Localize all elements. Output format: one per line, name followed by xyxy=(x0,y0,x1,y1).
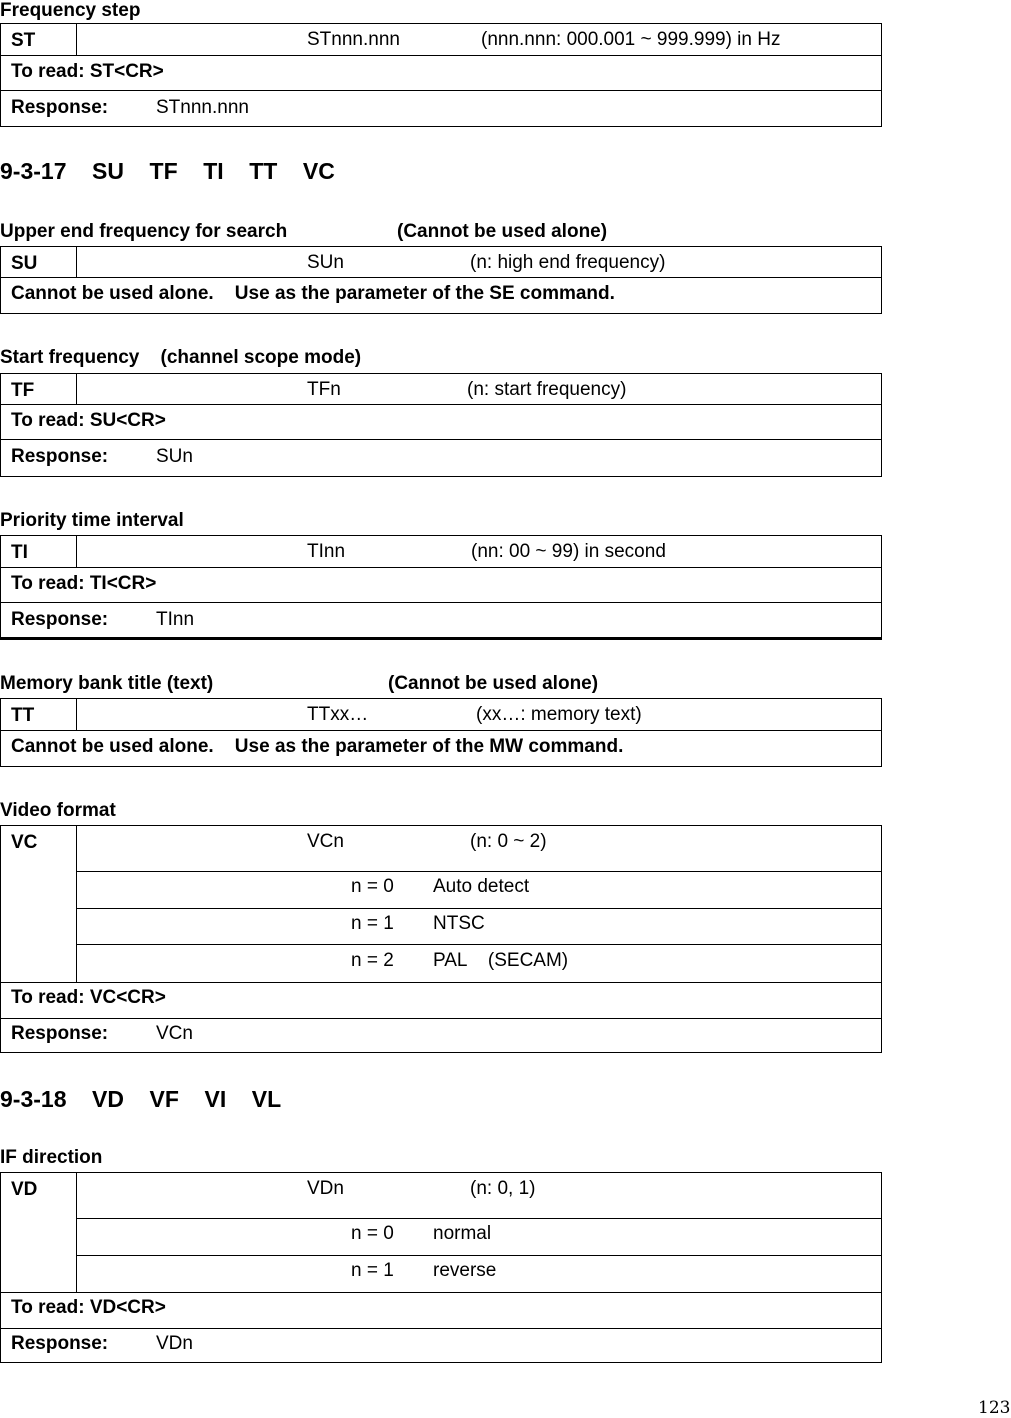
table-row xyxy=(1,24,881,56)
tf-caption: Start frequency (channel scope mode) xyxy=(0,347,362,368)
command-description: (nn: 00 ~ 99) in second xyxy=(471,541,666,562)
table-row xyxy=(1,91,881,126)
response-label: Response: xyxy=(11,1023,109,1044)
tt-note: (Cannot be used alone) xyxy=(388,673,599,694)
vd-table xyxy=(0,1172,882,1363)
usage-note: Cannot be used alone. Use as the parameter of the SE command. xyxy=(11,283,615,304)
read-command: To read: SU<CR> xyxy=(11,410,166,431)
vd-caption: IF direction xyxy=(0,1147,103,1168)
command-description: (xx…: memory text) xyxy=(476,704,642,725)
section-heading: 9-3-18 VD VF VI VL xyxy=(0,1086,282,1112)
command-code: TF xyxy=(1,374,77,404)
st-table xyxy=(0,23,882,127)
option-label: Auto detect xyxy=(433,876,530,897)
su-note: (Cannot be used alone) xyxy=(397,221,608,242)
command-format: STnnn.nnn xyxy=(307,29,400,50)
response-value: STnnn.nnn xyxy=(156,97,249,118)
response-label: Response: xyxy=(11,609,109,630)
page-number: 123 xyxy=(978,1398,1011,1418)
table-row xyxy=(1,699,881,731)
command-format: TTxx… xyxy=(307,704,369,725)
command-code: TI xyxy=(1,536,77,567)
command-description: (n: 0, 1) xyxy=(470,1178,536,1199)
command-code: VC xyxy=(1,826,77,982)
option-value: n = 0 xyxy=(351,876,394,897)
option-label: NTSC xyxy=(433,913,485,934)
vc-table xyxy=(0,825,882,1053)
table-row xyxy=(1,56,881,91)
command-description: (nnn.nnn: 000.001 ~ 999.999) in Hz xyxy=(481,29,781,50)
table-row xyxy=(1,603,881,639)
option-value: n = 1 xyxy=(351,913,394,934)
tt-table xyxy=(0,698,882,767)
option-value: n = 2 xyxy=(351,950,394,971)
response-label: Response: xyxy=(11,97,109,118)
response-value: TInn xyxy=(156,609,195,630)
su-table xyxy=(0,246,882,314)
option-label: normal xyxy=(433,1223,492,1244)
command-code: ST xyxy=(1,24,77,55)
response-label: Response: xyxy=(11,446,109,467)
su-caption: Upper end frequency for search xyxy=(0,221,288,242)
usage-note: Cannot be used alone. Use as the parameter of the MW command. xyxy=(11,736,624,757)
vc-caption: Video format xyxy=(0,800,116,821)
table-row xyxy=(1,440,881,476)
command-code: VD xyxy=(1,1173,77,1292)
option-value: n = 1 xyxy=(351,1260,394,1281)
st-caption: Frequency step xyxy=(0,0,141,21)
section-heading: 9-3-17 SU TF TI TT VC xyxy=(0,158,335,184)
read-command: To read: VC<CR> xyxy=(11,987,166,1008)
option-label: reverse xyxy=(433,1260,497,1281)
command-description: (n: start frequency) xyxy=(467,379,627,400)
response-value: VDn xyxy=(156,1333,193,1354)
command-format: VDn xyxy=(307,1178,344,1199)
read-command: To read: TI<CR> xyxy=(11,573,157,594)
tf-table xyxy=(0,373,882,477)
table-row xyxy=(1,278,881,313)
command-format: TFn xyxy=(307,379,341,400)
ti-caption: Priority time interval xyxy=(0,510,184,531)
ti-table xyxy=(0,535,882,640)
response-label: Response: xyxy=(11,1333,109,1354)
command-description: (n: 0 ~ 2) xyxy=(470,831,547,852)
read-command: To read: ST<CR> xyxy=(11,61,164,82)
table-row xyxy=(1,247,881,278)
option-value: n = 0 xyxy=(351,1223,394,1244)
tt-caption: Memory bank title (text) xyxy=(0,673,214,694)
table-row xyxy=(1,405,881,440)
table-row xyxy=(1,374,881,405)
command-format: SUn xyxy=(307,252,344,273)
command-description: (n: high end frequency) xyxy=(470,252,666,273)
table-row xyxy=(1,568,881,603)
command-format: VCn xyxy=(307,831,344,852)
read-command: To read: VD<CR> xyxy=(11,1297,166,1318)
response-value: VCn xyxy=(156,1023,193,1044)
command-code: TT xyxy=(1,699,77,730)
response-value: SUn xyxy=(156,446,193,467)
command-format: TInn xyxy=(307,541,346,562)
table-row xyxy=(1,731,881,766)
option-label: PAL (SECAM) xyxy=(433,950,569,971)
table-row xyxy=(1,536,881,568)
command-code: SU xyxy=(1,247,77,277)
